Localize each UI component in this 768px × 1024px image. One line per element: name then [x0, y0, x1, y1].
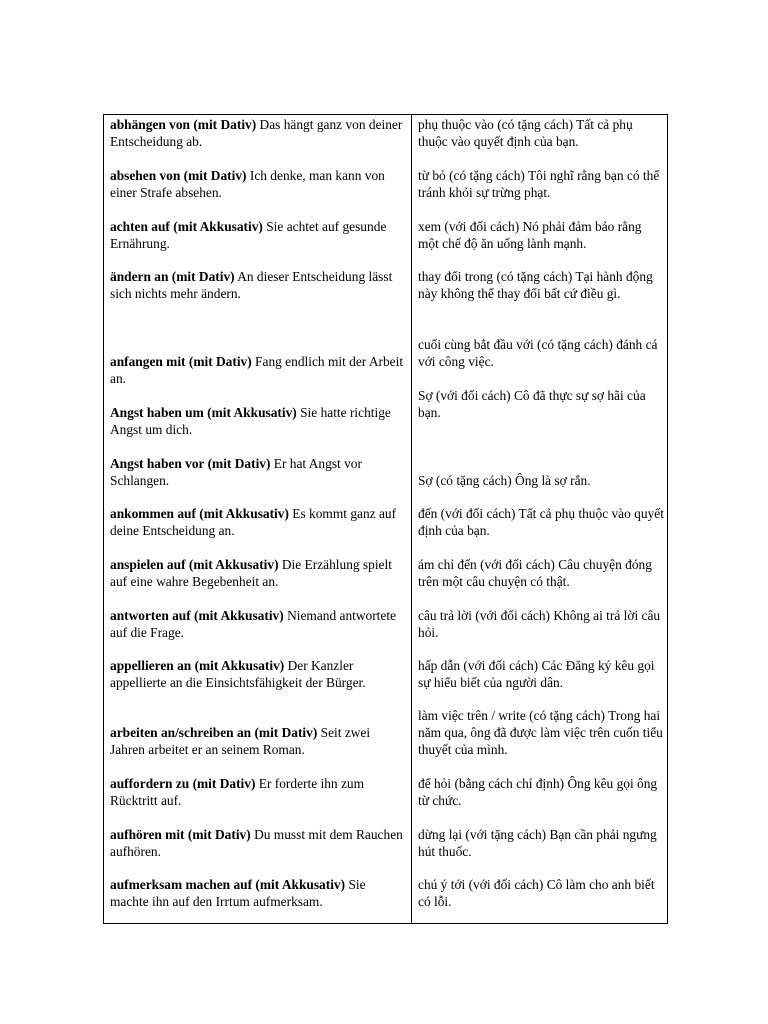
vietnamese-entry: dừng lại (với tặng cách) Bạn cần phải ngưng hút thuốc.: [418, 827, 657, 859]
entry-example: Es kommt ganz auf deine Entscheidung an.: [110, 506, 397, 538]
entry-term: appellieren an (mit Akkusativ): [110, 658, 285, 673]
vietnamese-entry: Sợ (có tặng cách) Ông là sợ rắn.: [418, 473, 591, 488]
vietnamese-entry: câu trả lời (với đối cách) Không ai trả lời câu hỏi.: [418, 608, 661, 640]
entry-example: Er hat Angst vor Schlangen.: [110, 456, 362, 488]
entry-term: anfangen mit (mit Dativ): [110, 354, 252, 369]
vietnamese-entry: phụ thuộc vào (có tặng cách) Tất cả phụ thuộc vào quyết định của bạn.: [418, 117, 633, 149]
entry-example: Niemand antwortete auf die Frage.: [110, 608, 397, 640]
entry-term: absehen von (mit Dativ): [110, 168, 247, 183]
entry-example: Sie achtet auf gesunde Ernährung.: [110, 219, 387, 251]
german-entry: [110, 353, 406, 387]
german-entry: [110, 505, 406, 539]
vietnamese-entry: để hỏi (bằng cách chỉ định) Ông kêu gọi ông từ chức.: [418, 776, 658, 808]
entry-example: Der Kanzler appellierte an die Einsichtsfähigkeit der Bürger.: [110, 658, 366, 690]
entry-term: Angst haben um (mit Akkusativ): [110, 405, 297, 420]
german-entry: [110, 657, 406, 691]
german-entry: [110, 268, 406, 302]
entry-example: Seit zwei Jahren arbeitet er an seinem Roman.: [110, 725, 371, 757]
entry-example: Ich denke, man kann von einer Strafe absehen.: [110, 168, 385, 200]
entry-term: anspielen auf (mit Akkusativ): [110, 557, 279, 572]
german-entry: [110, 876, 406, 910]
vietnamese-entry: đến (với đối cách) Tất cả phụ thuộc vào quyết định của bạn.: [418, 506, 664, 538]
entry-example: Sie machte ihn auf den Irrtum aufmerksam.: [110, 877, 366, 909]
entry-example: Er forderte ihn zum Rücktritt auf.: [110, 776, 364, 808]
entry-example: Fang endlich mit der Arbeit an.: [110, 354, 404, 386]
vietnamese-entry: chú ý tới (với đối cách) Cô làm cho anh biết có lỗi.: [418, 877, 655, 909]
german-entry: [110, 455, 406, 489]
entry-term: ändern an (mit Dativ): [110, 269, 235, 284]
german-entry: [110, 556, 406, 590]
vietnamese-entry: Sợ (với đối cách) Cô đã thực sự sợ hãi của bạn.: [418, 388, 646, 420]
vietnamese-entry: xem (với đối cách) Nó phải đảm bảo rằng một chế độ ăn uống lành mạnh.: [418, 219, 642, 251]
entry-term: aufhören mit (mit Dativ): [110, 827, 251, 842]
entry-example: Sie hatte richtige Angst um dich.: [110, 405, 391, 437]
german-entry: [110, 167, 406, 201]
entry-term: Angst haben vor (mit Dativ): [110, 456, 271, 471]
entry-term: ankommen auf (mit Akkusativ): [110, 506, 289, 521]
entry-term: arbeiten an/schreiben an (mit Dativ): [110, 725, 318, 740]
german-entry: [110, 775, 406, 809]
entry-term: abhängen von (mit Dativ): [110, 117, 257, 132]
vietnamese-entry: từ bỏ (có tặng cách) Tôi nghĩ rằng bạn có thể tránh khỏi sự trừng phạt.: [418, 168, 660, 200]
vietnamese-entry: thay đổi trong (có tặng cách) Tại hành động này không thể thay đổi bất cứ điều gì.: [418, 269, 653, 301]
german-entry: [110, 116, 406, 150]
german-entry: [110, 404, 406, 438]
german-entry: [110, 724, 406, 758]
vocabulary-table: [103, 114, 668, 924]
entry-term: achten auf (mit Akkusativ): [110, 219, 263, 234]
entry-term: auffordern zu (mit Dativ): [110, 776, 256, 791]
entry-example: Das hängt ganz von deiner Entscheidung ab.: [110, 117, 403, 149]
german-entry: [110, 607, 406, 641]
vietnamese-entry: làm việc trên / write (có tặng cách) Trong hai năm qua, ông đã được làm việc trên cuốn tiểu thuyết của mình.: [418, 708, 663, 757]
vietnamese-entry: cuối cùng bắt đầu với (có tặng cách) đánh cá với công việc.: [418, 337, 658, 369]
vietnamese-entry: ám chỉ đến (với đối cách) Câu chuyện đóng trên một câu chuyện có thật.: [418, 557, 652, 589]
german-entry: [110, 826, 406, 860]
german-entry: [110, 218, 406, 252]
vietnamese-entry: hấp dẫn (với đối cách) Các Đăng ký kêu gọi sự hiểu biết của người dân.: [418, 658, 655, 690]
entry-example: An dieser Entscheidung lässt sich nichts mehr ändern.: [110, 269, 393, 301]
entry-term: aufmerksam machen auf (mit Akkusativ): [110, 877, 346, 892]
column-divider: [411, 115, 412, 923]
entry-term: antworten auf (mit Akkusativ): [110, 608, 284, 623]
entry-example: Du musst mit dem Rauchen aufhören.: [110, 827, 403, 859]
entry-example: Die Erzählung spielt auf eine wahre Begebenheit an.: [110, 557, 392, 589]
